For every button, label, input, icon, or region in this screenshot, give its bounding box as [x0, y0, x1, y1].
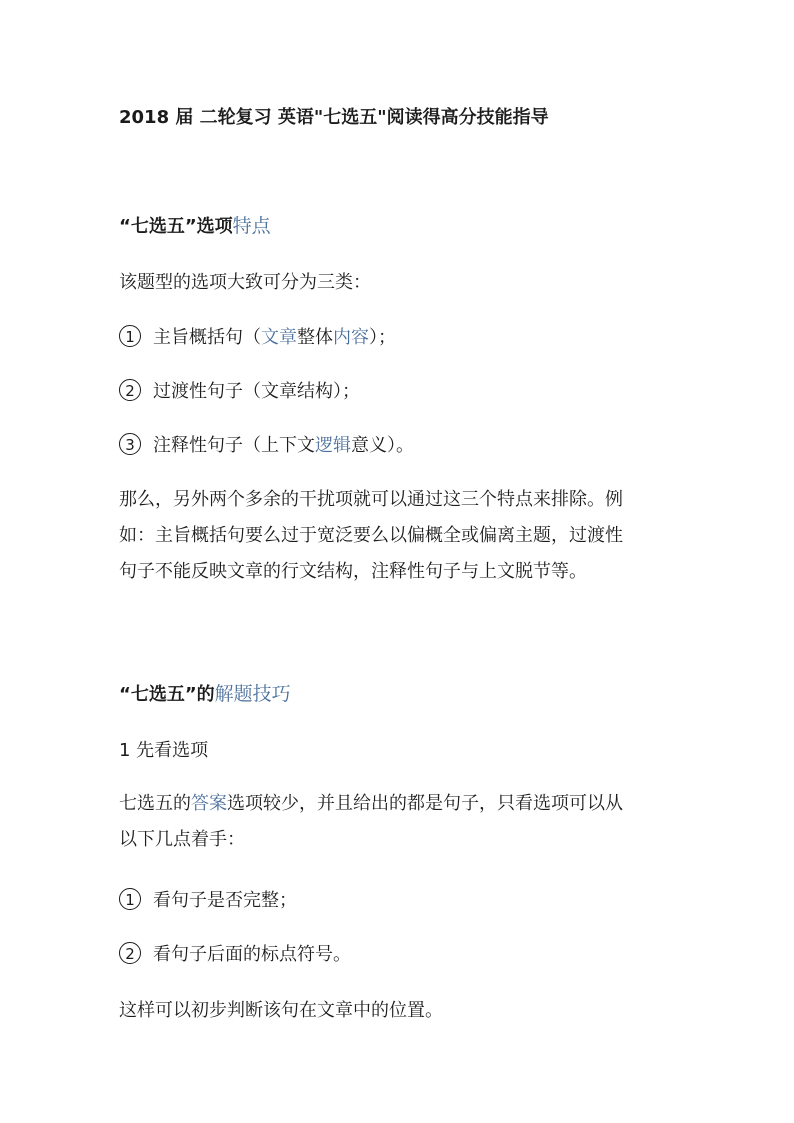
para-text: 选项较少，并且给出的都是句子，只看选项可以从 — [227, 793, 623, 814]
list-item — [119, 883, 689, 919]
options-paragraph — [119, 786, 684, 858]
list-item — [119, 374, 689, 410]
keyword-link[interactable]: 内容 — [333, 327, 369, 348]
list-item — [119, 937, 689, 973]
keyword-link[interactable]: 逻辑 — [315, 435, 351, 456]
list-item — [119, 320, 689, 356]
item-text: 意义）。 — [351, 435, 414, 456]
closing-sentence: 这样可以初步判断该句在文章中的位置。 — [119, 1000, 443, 1021]
heading-highlight-link[interactable]: 特点 — [232, 215, 271, 237]
keyword-link[interactable]: 文章 — [261, 327, 297, 348]
list-item — [119, 428, 689, 464]
circled-number: 1 — [119, 325, 141, 347]
keyword-link[interactable]: 答案 — [191, 793, 227, 814]
section-intro: 该题型的选项大致可分为三类： — [119, 272, 371, 293]
item-text: ）； — [369, 327, 396, 348]
circled-number: 3 — [119, 433, 141, 455]
item-text: 注释性句子（上下文 — [153, 435, 315, 456]
paragraph-line: 句子不能反映文章的行文结构，注释性句子与上文脱节等。 — [119, 561, 587, 582]
paragraph-line: 以下几点着手： — [119, 829, 245, 850]
document-title: 2018 届 二轮复习 英语"七选五"阅读得高分技能指导 — [119, 107, 549, 128]
circled-number: 1 — [119, 888, 141, 910]
explanation-paragraph — [119, 482, 684, 590]
sub-heading: 1 先看选项 — [119, 740, 209, 761]
heading-highlight-link[interactable]: 解题技巧 — [214, 683, 291, 705]
circled-number: 2 — [119, 942, 141, 964]
item-text: 看句子后面的标点符号。 — [153, 944, 351, 965]
heading-prefix: “七选五”的 — [119, 684, 215, 705]
item-text: 整体 — [297, 327, 333, 348]
paragraph-line: 如：主旨概括句要么过于宽泛要么以偏概全或偏离主题，过渡性 — [119, 525, 623, 546]
paragraph-line — [119, 786, 684, 822]
section-heading-techniques — [119, 676, 689, 713]
para-text: 七选五的 — [119, 793, 191, 814]
item-text: 看句子是否完整； — [153, 890, 297, 911]
paragraph-line: 那么，另外两个多余的干扰项就可以通过这三个特点来排除。例 — [119, 489, 623, 510]
heading-prefix: “七选五”选项 — [119, 216, 233, 237]
item-text: 主旨概括句（ — [153, 327, 261, 348]
section-heading-features — [119, 208, 689, 245]
item-text: 过渡性句子（文章结构）； — [153, 381, 360, 402]
circled-number: 2 — [119, 379, 141, 401]
